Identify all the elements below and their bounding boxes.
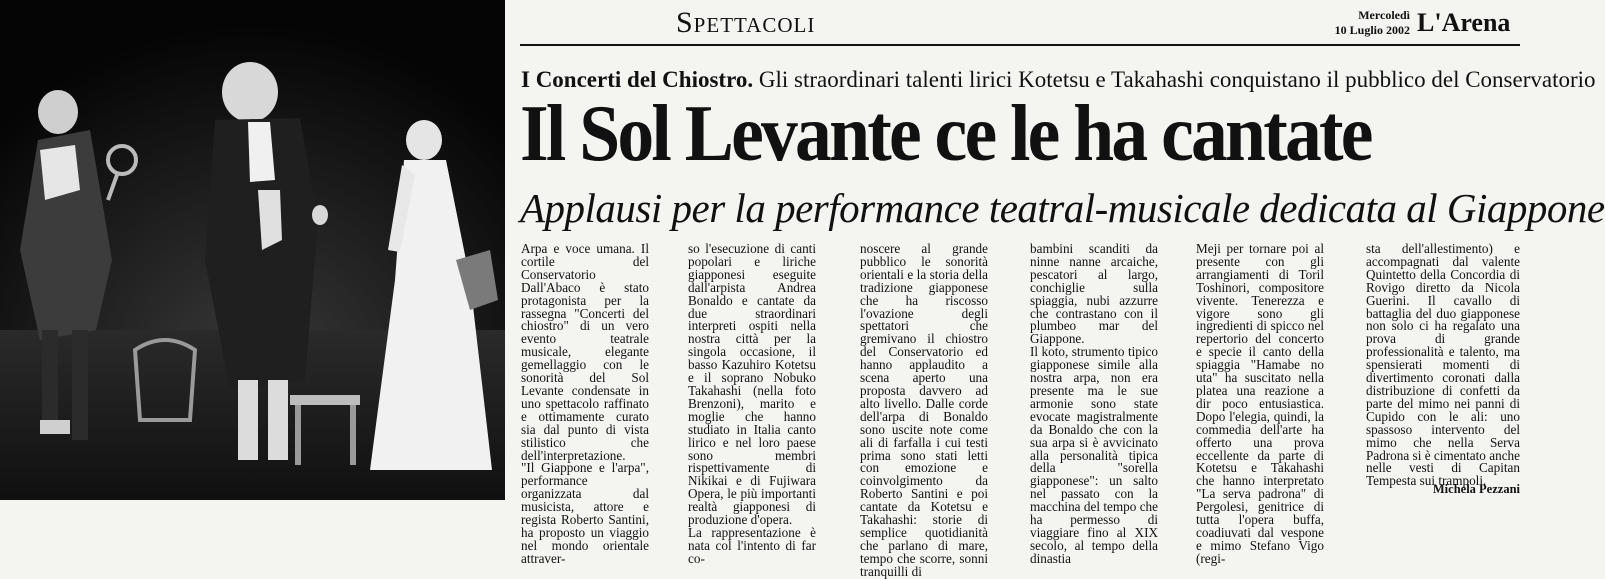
article-subheadline: Applausi per la performance teatral-musicale dedicata al Giappone — [520, 185, 1605, 231]
performance-photo — [0, 0, 505, 500]
article-column-5: Meji per tornare poi al presente con gli arrangiamenti di Toril Toshinori, compositore vivente. Tenerezza e vigore sono gli ingredienti di spicco nel repertorio del concerto e specie il canto della spiaggia "Hamabe no uta" ha suscitato nella platea una reazione a dir poco entusiastica. Dopo l'elegia, quindi, la commedia dell'arte ha offerto una prova eccellente da parte di Kotetsu e Takahashi che hanno interpretato "La serva padrona" di Pergolesi, genitrice di tutta l'opera buffa, coadiuvati dal vespone e mimo Stefano Vigo (regi- — [1196, 241, 1324, 566]
article-headline: Il Sol Levante ce le ha cantate — [520, 90, 1371, 178]
article-column-1: Arpa e voce umana. Il cortile del Conservatorio Dall'Abaco è stato protagonista per la rassegna "Concerti del chiostro" di un vero evento teatrale musicale, elegante gemellaggio con le sonorità del Sol Levante condensate in uno spettacolo raffinato e ottimamente curato sia dal punto di vista stilistico che dell'interpretazione. "Il Giappone e l'arpa", performance organizzata dal musicista, attore e regista Roberto Santini, ha proposto un viaggio nel mondo orientale attraver- — [521, 241, 649, 566]
header-divider — [520, 44, 1520, 46]
dateline — [1318, 8, 1410, 38]
article-column-4: bambini scanditi da ninne nanne arcaiche, pescatori al largo, conchiglie sulla spiaggia, nubi azzurre che contrastano con il plumbeo mar del Giappone. Il koto, strumento tipico giapponese simile alla nostra arpa, non era presente ma le sue armonie sono state evocate magistralmente da Bonaldo che con la sua arpa si è avvicinato alla personalità tipica della "sorella giapponese": un salto nel passato con la macchina del tempo che ha permesso di viaggiare fino al XIX secolo, al tempo della dinastia — [1030, 241, 1158, 566]
kicker-text: Gli straordinari talenti lirici Kotetsu e Takahashi conquistano il pubblico del Conservatorio — [753, 67, 1596, 92]
article-byline: Michela Pezzani — [1432, 482, 1520, 496]
section-title: Spettacoli — [676, 6, 816, 39]
newspaper-masthead: L'Arena — [1417, 8, 1511, 37]
article-column-2: so l'esecuzione di canti popolari e liriche giapponesi eseguite dall'arpista Andrea Bonaldo e cantate da due straordinari interpreti ospiti nella nostra città per la singola occasione, il basso Kazuhiro Kotetsu e il soprano Nobuko Takahashi (nella foto Brenzoni), marito e moglie che hanno studiato in Italia canto lirico e nel loro paese sono membri rispettivamente di Nikikai e di Fujiwara Opera, le più importanti realtà giapponesi di produzione d'opera. La rappresentazione è nata col l'intento di far co- — [688, 241, 816, 566]
kicker-lead: I Concerti del Chiostro. — [521, 67, 754, 92]
article-kicker — [521, 67, 1596, 92]
date-day: Mercoledì — [1358, 8, 1410, 22]
date-full: 10 Luglio 2002 — [1334, 23, 1410, 37]
article-column-3: noscere al grande pubblico le sonorità orientali e la storia della tradizione giapponese che ha riscosso l'ovazione degli spettatori che gremivano il chiostro del Conservatorio ed hanno applaudito a scena aperto una proposta davvero ad alto livello. Dalle corde dell'arpa di Bonaldo sono uscite note come ali di farfalla i cui testi prima sono stati letti con emozione e coinvolgimento da Roberto Santini e poi cantate da Kotetsu e Takahashi: storie di semplice quotidianità che parlano di mare, tempo che scorre, sonni tranquilli di — [860, 241, 988, 579]
article-column-6: sta dell'allestimento) e accompagnati dal valente Quintetto della Concordia di Rovigo diretto da Nicola Guerini. Il cavallo di battaglia del duo giapponese non solo ci ha regalato una prova di grande professionalità e talento, ma spensierati momenti di divertimento coronati dalla distribuzione di confetti da parte del mimo nei panni di Cupido con le ali: uno spassoso intervento del mimo che nella Serva Padrona si è cimentato anche nelle vesti di Capitan Tempesta sui trampoli. — [1366, 241, 1520, 489]
